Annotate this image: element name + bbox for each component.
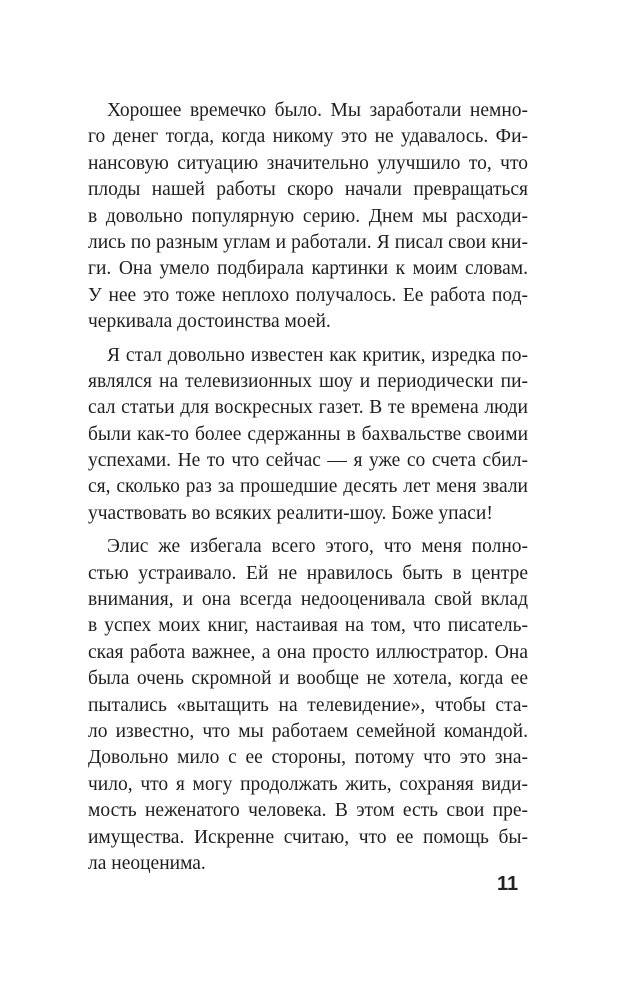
text-line: Элис же избегала всего этого, что меня полно- [107, 536, 528, 558]
text-line: У нее это тоже неплохо получалось. Ее работа под- [88, 284, 528, 306]
text-line: стью устраивало. Ей не нравилось быть в центре [88, 562, 528, 584]
text-line: пытались «вытащить на телевидение», чтобы ста- [88, 694, 528, 716]
text-line: в довольно популярную серию. Днем мы расходи- [88, 205, 528, 227]
text-line: были как-то более сдержанны в бахвальстве своими [88, 423, 528, 445]
text-line: имущества. Искренне считаю, что ее помощь бы- [88, 826, 528, 848]
text-line: чило, что я могу продолжать жить, сохраняя види- [88, 773, 528, 795]
text-line: го денег тогда, когда никому это не удавалось. Фи- [88, 126, 528, 148]
text-line: мость неженатого человека. В этом есть свои пре- [88, 800, 528, 822]
text-line: участвовать во всяких реалити-шоу. Боже упаси! [88, 502, 493, 524]
text-line: Хорошее времечко было. Мы заработали немно- [107, 100, 528, 121]
body-text [88, 98, 528, 877]
text-line: нансовую ситуацию значительно улучшило то, что [88, 152, 528, 174]
paragraph-3 [88, 534, 528, 877]
paragraph-2 [88, 343, 528, 528]
text-line: внимания, и она всегда недооценивала свой вклад [88, 589, 528, 611]
text-line: успехами. Не то что сейчас — я уже со счета сбил- [88, 450, 528, 472]
text-line: плоды нашей работы скоро начали превращаться [88, 179, 528, 201]
text-line: ская работа важнее, а она просто иллюстратор. Она [88, 641, 528, 663]
text-line: черкивала достоинства моей. [88, 311, 331, 333]
paragraph-spacing [88, 336, 528, 343]
text-line: являлся на телевизионных шоу и периодически пи- [88, 370, 528, 392]
text-line: была очень скромной и вообще не хотела, когда ее [88, 668, 528, 690]
text-line: сал статьи для воскресных газет. В те времена люди [88, 397, 528, 419]
text-line: ло известно, что мы работаем семейной командой. [88, 720, 528, 742]
text-line: ся, сколько раз за прошедшие десять лет меня звали [88, 476, 528, 498]
text-line: в успех моих книг, настаивая на том, что писатель- [88, 615, 528, 637]
text-line: ги. Она умело подбирала картинки к моим словам. [88, 258, 528, 280]
text-line: Я стал довольно известен как критик, изредка по- [107, 344, 528, 366]
text-line: ла неоценима. [88, 852, 206, 874]
text-line: лись по разным углам и работали. Я писал свои кни- [88, 231, 528, 253]
paragraph-1 [88, 98, 528, 336]
text-line: Довольно мило с ее стороны, потому что это зна- [88, 747, 528, 769]
page-number: 11 [497, 873, 519, 895]
paragraph-spacing [88, 527, 528, 534]
